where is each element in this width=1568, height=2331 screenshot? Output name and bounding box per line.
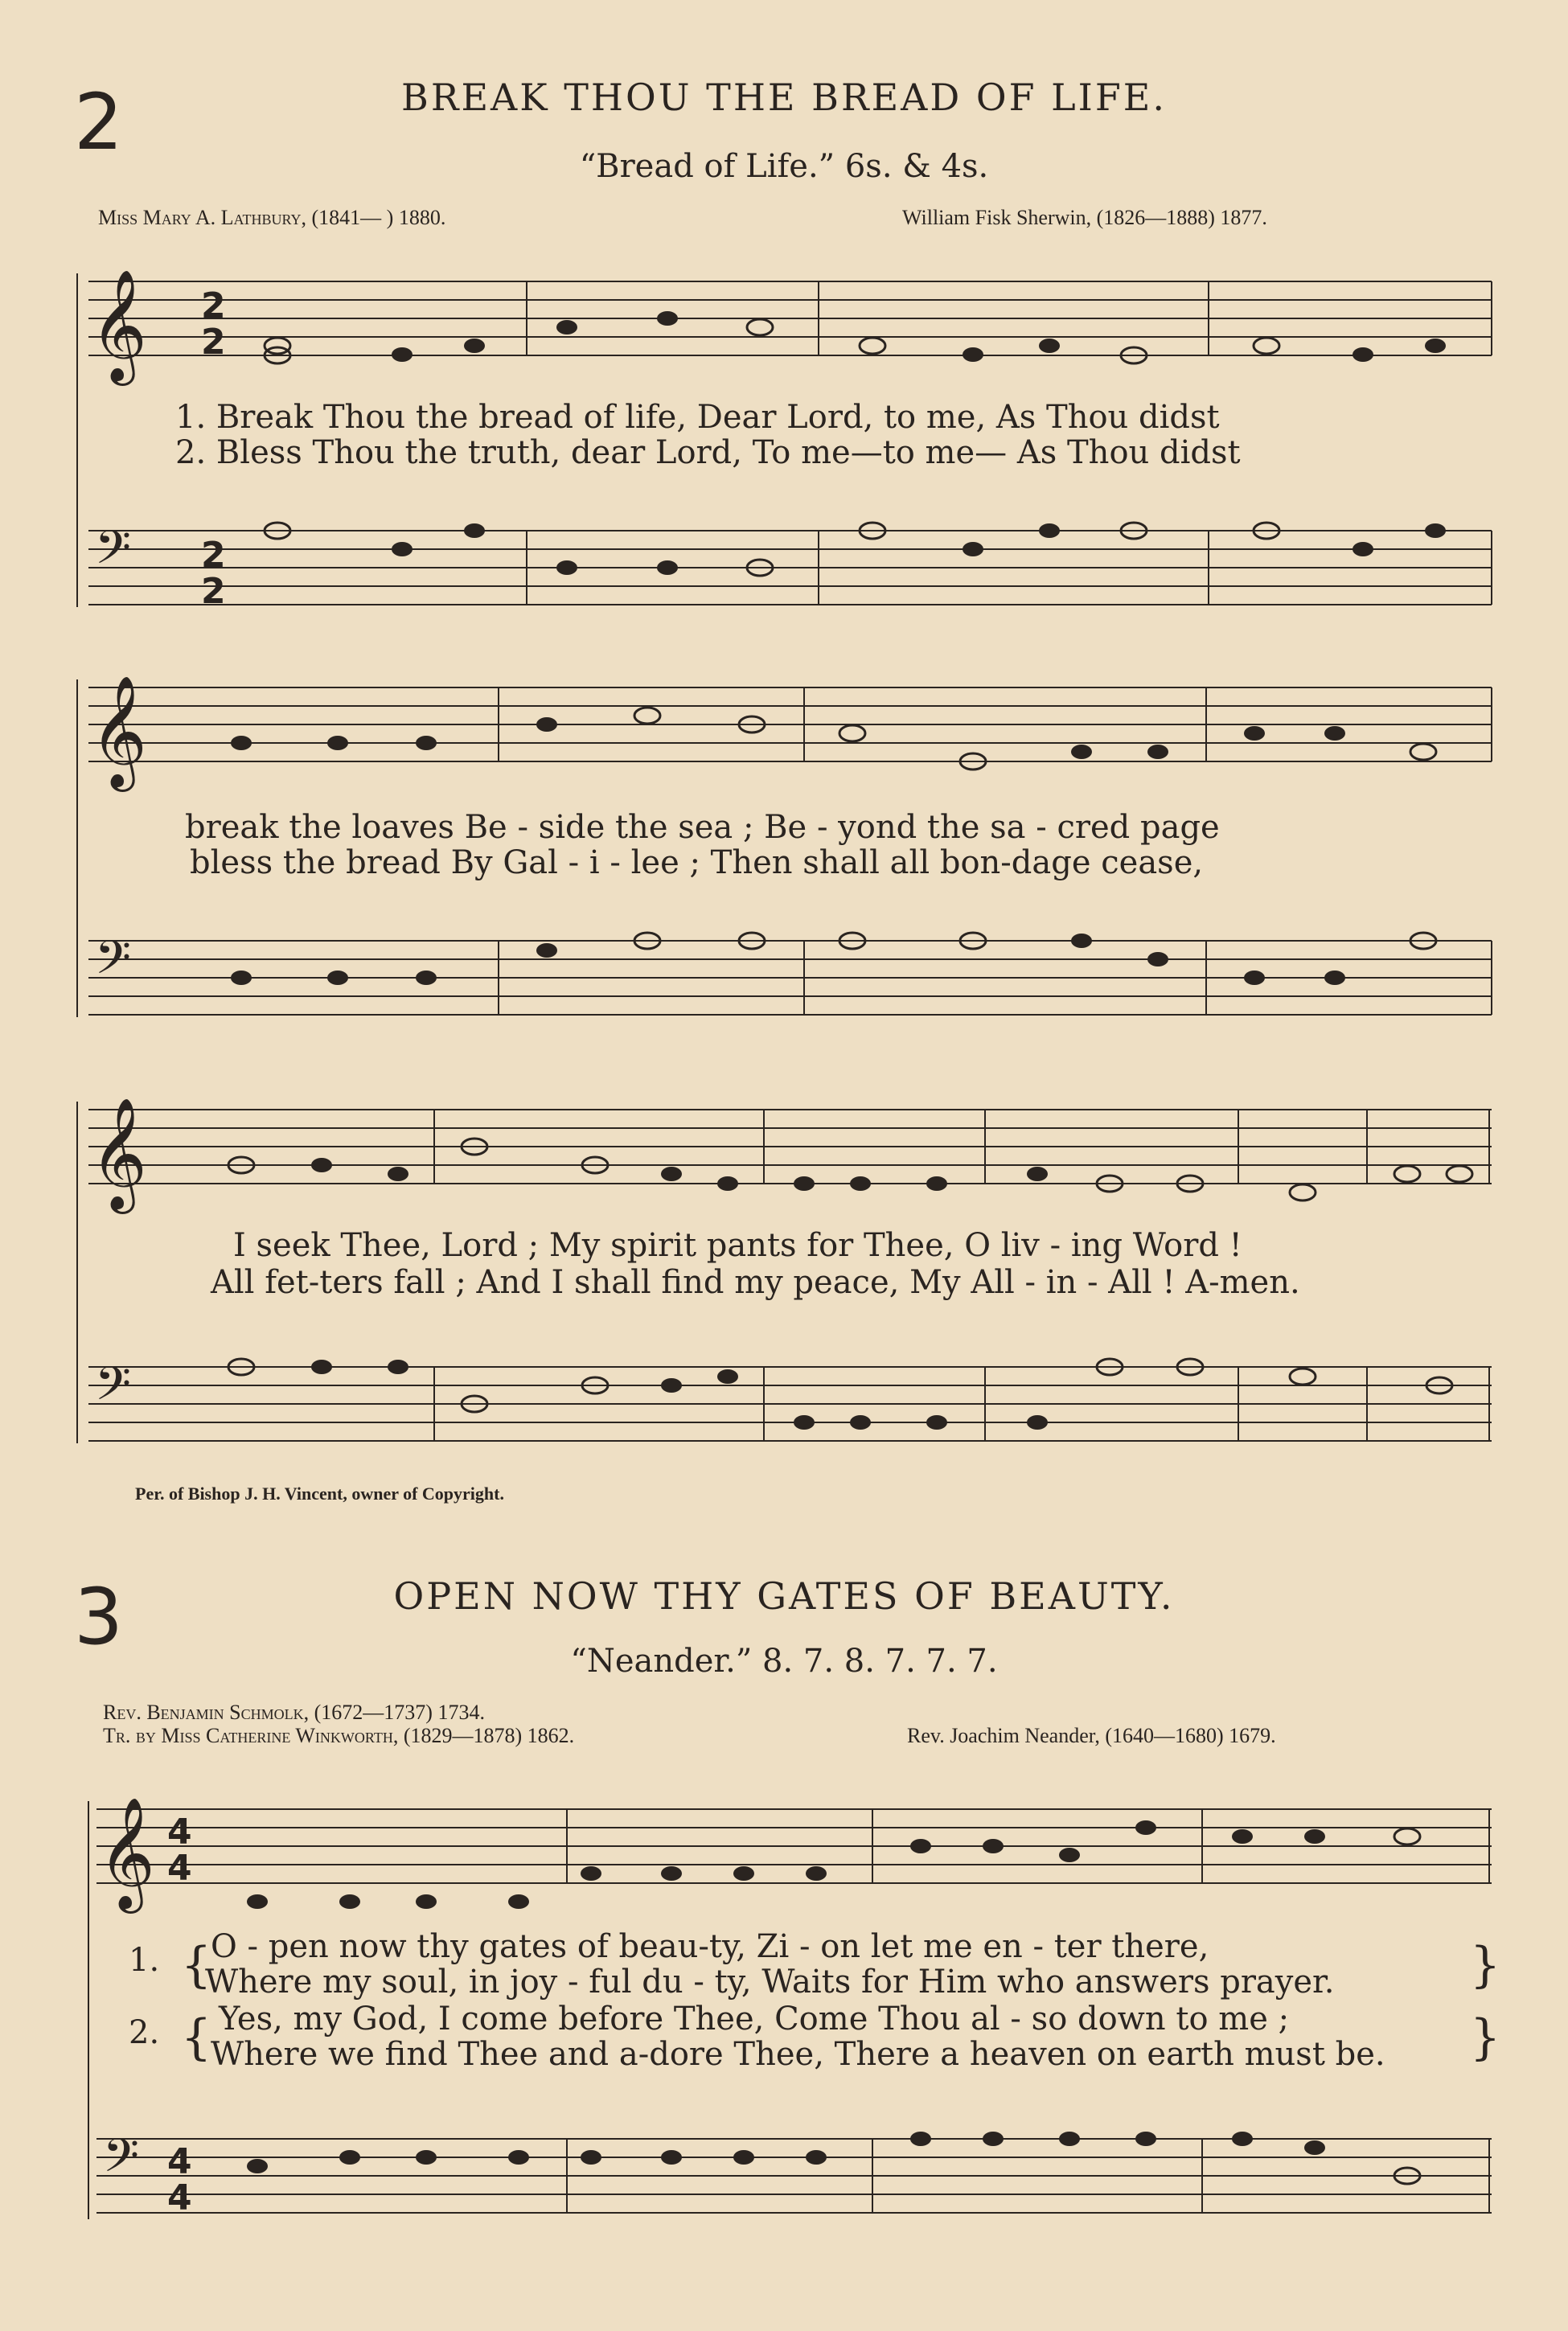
svg-text:2: 2 [201,285,226,326]
svg-text:2: 2 [201,322,226,363]
hymn-title: BREAK THOU THE BREAD OF LIFE. [401,76,1167,119]
svg-text:𝄞: 𝄞 [98,1797,155,1909]
svg-text:4: 4 [167,1812,192,1853]
brace: { [181,1937,212,1993]
svg-text:𝄞: 𝄞 [90,675,147,787]
lyrics-v2-line1: Yes, my God, I come before Thee, Come Thou al - so down to me ; [219,2001,1290,2038]
lyrics-v1-line1: O - pen now thy gates of beau-ty, Zi - on let me en - ter there, [211,1928,1209,1965]
lyrics-v2-line2: Where we find Thee and a-dore Thee, There a heaven on earth must be. [211,2036,1385,2073]
svg-text:4: 4 [167,2141,192,2182]
brace: } [1470,2009,1501,2066]
lyrics-s2-verse1: break the loaves Be - side the sea ; Be - yond the sa - cred page [185,809,1220,846]
author-credit: Miss Mary A. Lathbury, (1841— ) 1880. [98,206,446,229]
brace: } [1470,1937,1501,1993]
lyrics-s3-verse2: All fet-ters fall ; And I shall find my peace, My All - in - All ! A-men. [211,1264,1300,1301]
lyrics-s2-verse2: bless the bread By Gal - i - lee ; Then shall all bon-dage cease, [190,844,1204,881]
composer-credit: William Fisk Sherwin, (1826—1888) 1877. [902,206,1267,229]
treble-clef: 𝄞 [90,269,147,381]
tune-name: “Neander.” 8. 7. 8. 7. 7. 7. [570,1643,998,1680]
svg-text:4: 4 [167,2177,192,2218]
author-credit: Rev. Benjamin Schmolk, (1672—1737) 1734. [103,1701,485,1724]
lyrics-s3-verse1: I seek Thee, Lord ; My spirit pants for Thee, O liv - ing Word ! [233,1227,1242,1264]
brace: { [181,2009,212,2066]
lyrics-v1-line2: Where my soul, in joy - ful du - ty, Waits for Him who answers prayer. [205,1964,1335,2001]
svg-text:2: 2 [201,535,226,576]
svg-text:2: 2 [201,571,226,612]
lyrics-s1-verse2: 2. Bless Thou the truth, dear Lord, To me—to me— As Thou didst [175,434,1241,471]
verse-label: 1. [129,1942,160,1979]
verse-label: 2. [129,2014,160,2051]
hymn-number: 2 [74,77,124,167]
svg-text:𝄢: 𝄢 [103,2128,140,2194]
composer-credit: Rev. Joachim Neander, (1640—1680) 1679. [907,1724,1276,1747]
bass-clef: 𝄢 [95,520,132,586]
tune-name: “Bread of Life.” 6s. & 4s. [579,148,989,185]
lyrics-s1-verse1: 1. Break Thou the bread of life, Dear Lord, to me, As Thou didst [175,399,1220,436]
hymn-title: OPEN NOW THY GATES OF BEAUTY. [393,1574,1175,1618]
svg-text:𝄢: 𝄢 [95,930,132,996]
translator-credit: Tr. by Miss Catherine Winkworth, (1829—1878) 1862. [103,1724,575,1747]
svg-text:4: 4 [167,1848,192,1889]
svg-text:𝄞: 𝄞 [90,1098,147,1209]
svg-text:𝄢: 𝄢 [95,1356,132,1422]
hymn-number: 3 [74,1572,124,1662]
copyright-note: Per. of Bishop J. H. Vincent, owner of Copyright. [135,1484,504,1504]
